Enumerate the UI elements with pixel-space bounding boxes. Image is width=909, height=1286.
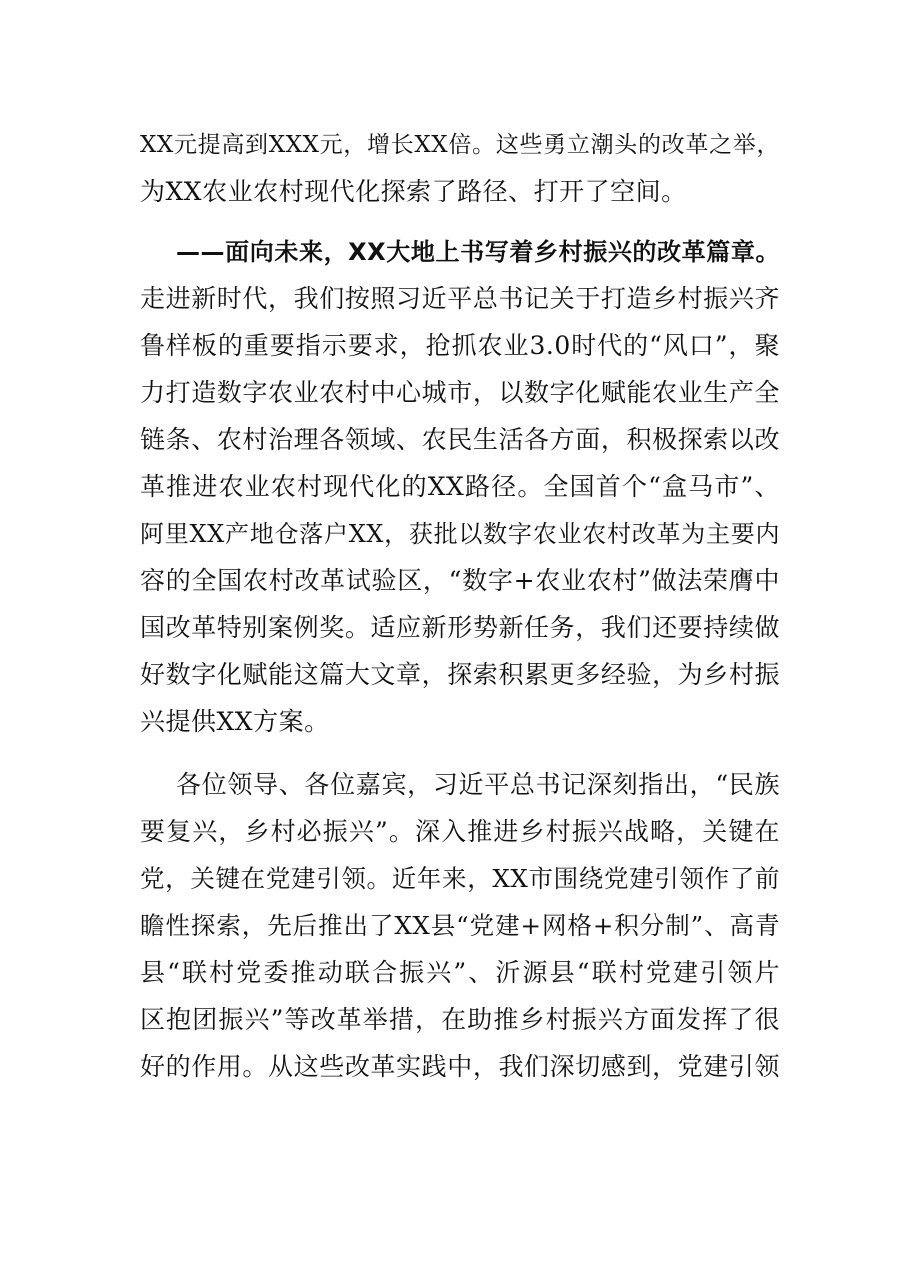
paragraph-1-line-1: XX元提高到XXX元，增长XX倍。这些勇立潮头的改革之举，: [140, 132, 780, 158]
paragraph-2-line-8: 国改革特别案例奖。适应新形势新任务，我们还要持续做: [140, 613, 780, 642]
paragraph-2-line-3: 力打造数字农业农村中心城市，以数字化赋能农业生产全: [140, 378, 780, 407]
paragraph-2-line-2: 鲁样板的重要指示要求，抢抓农业3.0时代的“风口”，聚: [140, 331, 780, 360]
section-heading: ——面向未来，XX大地上书写着乡村振兴的改革篇章。: [176, 238, 780, 266]
paragraph-3-line-2: 要复兴，乡村必振兴”。深入推进乡村振兴战略，关键在: [140, 817, 780, 846]
paragraph-2-line-4: 链条、农村治理各领域、农民生活各方面，积极探索以改: [140, 425, 780, 454]
paragraph-2-line-10: 兴提供XX方案。: [140, 707, 330, 736]
paragraph-3-line-7: 好的作用。从这些改革实践中，我们深切感到，党建引领: [140, 1052, 780, 1081]
paragraph-2-line-9: 好数字化赋能这篇大文章，探索积累更多经验，为乡村振: [140, 660, 780, 689]
paragraph-3-line-3: 党，关键在党建引领。近年来，XX市围绕党建引领作了前: [140, 864, 780, 893]
paragraph-1-line-2: 为XX农业农村现代化探索了路径、打开了空间。: [140, 177, 687, 206]
paragraph-2-line-5: 革推进农业农村现代化的XX路径。全国首个“盒马市”、: [140, 472, 780, 501]
paragraph-3-line-5: 县“联村党委推动联合振兴”、沂源县“联村党建引领片: [140, 958, 780, 987]
paragraph-3-line-4: 瞻性探索，先后推出了XX县“党建+网格+积分制”、高青: [140, 911, 780, 940]
paragraph-2-line-6: 阿里XX产地仓落户XX，获批以数字农业农村改革为主要内: [140, 520, 780, 548]
paragraph-3-line-6: 区抱团振兴”等改革举措，在助推乡村振兴方面发挥了很: [140, 1005, 780, 1034]
paragraph-3-line-1: 各位领导、各位嘉宾，习近平总书记深刻指出，“民族: [176, 770, 780, 799]
paragraph-2-line-7: 容的全国农村改革试验区，“数字+农业农村”做法荣膺中: [140, 566, 780, 595]
paragraph-2-line-1: 走进新时代，我们按照习近平总书记关于打造乡村振兴齐: [140, 284, 780, 313]
